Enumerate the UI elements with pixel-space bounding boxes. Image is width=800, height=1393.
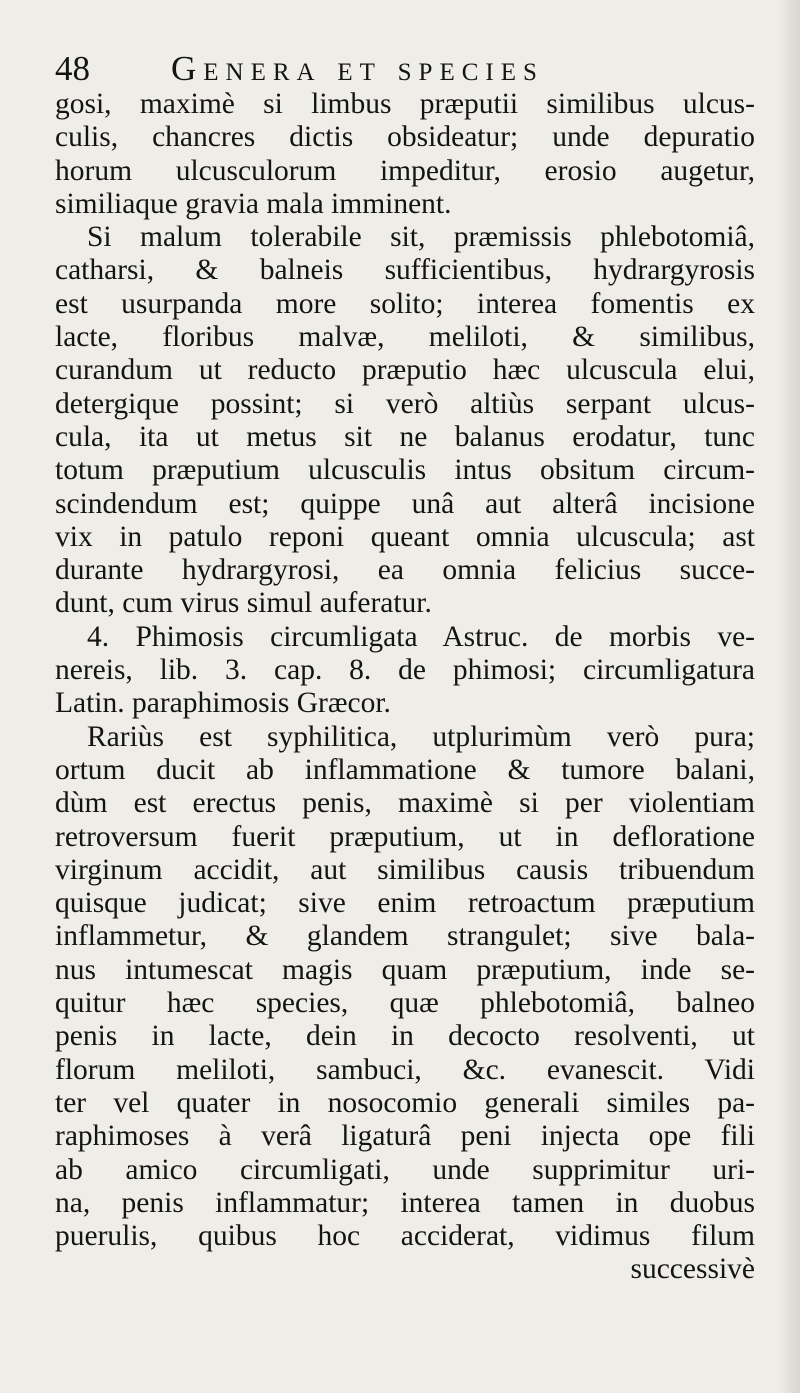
text-line: penis in lacte, dein in decocto resolventi, ut — [55, 1020, 755, 1053]
text-line: durante hydrargyrosi, ea omnia felicius succe- — [55, 554, 755, 587]
text-line: Rariùs est syphilitica, utplurimùm verò pura; — [87, 720, 755, 753]
catchword: successivè — [630, 1253, 755, 1286]
text-line: similiaque gravia mala imminent. — [55, 187, 452, 220]
text-line: lacte, floribus malvæ, meliloti, & similibus, — [55, 321, 755, 354]
text-line: na, penis inflammatur; interea tamen in duobus — [55, 1186, 755, 1219]
text-line: curandum ut reducto præputio hæc ulcuscula elui, — [55, 354, 755, 387]
text-line: puerulis, quibus hoc acciderat, vidimus filum — [55, 1220, 755, 1253]
text-line: scindendum est; quippe unâ aut alterâ incisione — [55, 487, 755, 520]
text-line: dùm est erectus penis, maximè si per violentiam — [55, 787, 755, 820]
text-line: est usurpanda more solito; interea fomentis ex — [55, 287, 755, 320]
body-text — [55, 88, 755, 1287]
text-line: nus intumescat magis quam præputium, inde se- — [55, 953, 755, 986]
text-line: vix in patulo reponi queant omnia ulcuscula; ast — [55, 520, 755, 553]
text-line: raphimoses à verâ ligaturâ peni injecta ope fili — [55, 1120, 755, 1153]
text-line: detergique possint; si verò altiùs serpant ulcus- — [55, 387, 755, 420]
page-gutter-shadow — [778, 0, 800, 1393]
page-number: 48 — [55, 49, 90, 88]
text-line: inflammetur, & glandem strangulet; sive bala- — [55, 920, 755, 953]
text-line: totum præputium ulcusculis intus obsitum circum- — [55, 454, 755, 487]
text-line: gosi, maximè si limbus præputii similibus ulcus- — [55, 88, 755, 120]
text-line: nereis, lib. 3. cap. 8. de phimosi; circumligatura — [55, 654, 755, 687]
text-line: retroversum fuerit præputium, ut in defloratione — [55, 820, 755, 853]
text-line: Latin. paraphimosis Græcor. — [55, 687, 391, 720]
text-line: catharsi, & balneis sufficientibus, hydrargyrosis — [55, 254, 755, 287]
text-line: dunt, cum virus simul auferatur. — [55, 587, 432, 620]
text-line: Si malum tolerabile sit, præmissis phlebotomiâ, — [87, 221, 755, 254]
text-line: ab amico circumligati, unde supprimitur uri- — [55, 1153, 755, 1186]
text-line: culis, chancres dictis obsideatur; unde depuratio — [55, 121, 755, 154]
text-line: horum ulcusculorum impeditur, erosio augetur, — [55, 154, 755, 187]
text-line: virginum accidit, aut similibus causis tribuendum — [55, 853, 755, 886]
text-line: 4. Phimosis circumligata Astruc. de morbis ve- — [87, 620, 755, 653]
running-title: Genera et species — [171, 49, 544, 88]
text-line: quitur hæc species, quæ phlebotomiâ, balneo — [55, 987, 755, 1020]
text-line: cula, ita ut metus sit ne balanus erodatur, tunc — [55, 420, 755, 453]
text-line: quisque judicat; sive enim retroactum præputium — [55, 887, 755, 920]
text-line: ter vel quater in nosocomio generali similes pa- — [55, 1086, 755, 1119]
text-line: ortum ducit ab inflammatione & tumore balani, — [55, 753, 755, 786]
text-line: florum meliloti, sambuci, &c. evanescit. Vidi — [55, 1053, 755, 1086]
